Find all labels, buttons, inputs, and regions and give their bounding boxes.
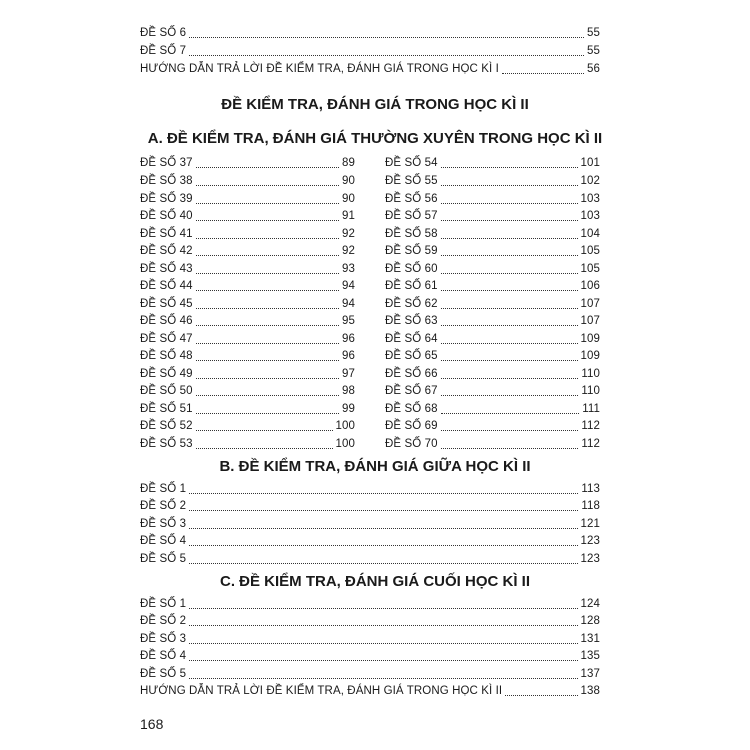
entry-page: 113: [581, 483, 600, 495]
entry-page: 94: [342, 280, 355, 292]
dot-leader: [441, 307, 578, 309]
entry-label: ĐỀ SỐ 2: [140, 615, 187, 627]
semester-2-heading: ĐỀ KIỂM TRA, ĐÁNH GIÁ TRONG HỌC KÌ II: [221, 96, 529, 113]
dot-leader: [196, 342, 339, 344]
dot-leader: [189, 509, 578, 511]
toc-entry: [140, 296, 355, 312]
toc-entry: [140, 348, 355, 364]
dot-leader: [441, 237, 578, 239]
entry-page: 112: [581, 438, 600, 450]
toc-entry: [385, 261, 600, 277]
dot-leader: [196, 237, 339, 239]
entry-label: ĐỀ SỐ 67: [385, 385, 438, 397]
entry-page: 103: [580, 210, 600, 222]
entry-page: 107: [580, 298, 600, 310]
toc-entry: [140, 516, 600, 532]
toc-entry: [385, 155, 600, 171]
dot-leader: [196, 377, 339, 379]
dot-leader: [441, 394, 579, 396]
entry-page: 99: [342, 403, 355, 415]
dot-leader: [196, 272, 339, 274]
entry-page: 105: [580, 263, 600, 275]
dot-leader: [196, 307, 339, 309]
entry-label: ĐỀ SỐ 65: [385, 350, 438, 362]
entry-page: 101: [580, 157, 600, 169]
dot-leader: [502, 72, 584, 74]
entry-page: 106: [580, 280, 600, 292]
toc-entry: [385, 173, 600, 189]
entry-page: 107: [580, 315, 600, 327]
entry-page: 55: [587, 45, 600, 57]
entry-label: ĐỀ SỐ 5: [140, 668, 187, 680]
entry-page: 105: [580, 245, 600, 257]
toc-entry: [140, 25, 600, 41]
entry-page: 102: [580, 175, 600, 187]
entry-label: ĐỀ SỐ 69: [385, 420, 438, 432]
entry-page: 93: [342, 263, 355, 275]
entry-label: ĐỀ SỐ 60: [385, 263, 438, 275]
dot-leader: [196, 447, 333, 449]
entry-label: ĐỀ SỐ 63: [385, 315, 438, 327]
dot-leader: [441, 166, 578, 168]
entry-label: ĐỀ SỐ 68: [385, 403, 438, 415]
toc-entry: [140, 226, 355, 242]
entry-label: ĐỀ SỐ 5: [140, 553, 187, 565]
entry-label: HƯỚNG DẪN TRẢ LỜI ĐỀ KIỂM TRA, ĐÁNH GIÁ TRONG HỌC KÌ I: [140, 63, 499, 75]
entry-page: 96: [342, 333, 355, 345]
toc-entry: [385, 418, 600, 434]
entry-label: ĐỀ SỐ 52: [140, 420, 193, 432]
dot-leader: [441, 324, 578, 326]
entry-label: ĐỀ SỐ 47: [140, 333, 193, 345]
dot-leader: [189, 659, 577, 661]
toc-entry: [140, 331, 355, 347]
toc-entry: [385, 191, 600, 207]
toc-entry: [385, 348, 600, 364]
dot-leader: [196, 394, 339, 396]
toc-entry: [140, 648, 600, 664]
entry-page: 90: [342, 193, 355, 205]
entry-label: ĐỀ SỐ 38: [140, 175, 193, 187]
toc-entry: [385, 243, 600, 259]
toc-entry: [140, 596, 600, 612]
dot-leader: [441, 342, 578, 344]
entry-label: ĐỀ SỐ 4: [140, 535, 187, 547]
entry-label: ĐỀ SỐ 51: [140, 403, 193, 415]
entry-page: 123: [580, 553, 600, 565]
toc-entry: [140, 43, 600, 59]
dot-leader: [441, 184, 578, 186]
entry-page: 109: [580, 350, 600, 362]
toc-entry: [140, 366, 355, 382]
toc-entry: [140, 481, 600, 497]
entry-label: ĐỀ SỐ 3: [140, 518, 187, 530]
entry-label: ĐỀ SỐ 7: [140, 45, 187, 57]
toc-entry: [140, 666, 600, 682]
dot-leader: [196, 202, 339, 204]
dot-leader: [189, 54, 584, 56]
toc-entry: [140, 631, 600, 647]
entry-label: ĐỀ SỐ 58: [385, 228, 438, 240]
entry-page: 104: [580, 228, 600, 240]
entry-page: 55: [587, 27, 600, 39]
dot-leader: [441, 447, 579, 449]
dot-leader: [196, 166, 339, 168]
entry-page: 100: [335, 420, 355, 432]
entry-page: 137: [580, 668, 600, 680]
section-c-heading: C. ĐỀ KIỂM TRA, ĐÁNH GIÁ CUỐI HỌC KÌ II: [219, 573, 530, 590]
entry-label: ĐỀ SỐ 45: [140, 298, 193, 310]
dot-leader: [441, 289, 578, 291]
entry-label: ĐỀ SỐ 57: [385, 210, 438, 222]
entry-page: 121: [580, 518, 600, 530]
dot-leader: [189, 527, 577, 529]
entry-label: ĐỀ SỐ 49: [140, 368, 193, 380]
entry-label: ĐỀ SỐ 2: [140, 500, 187, 512]
entry-label: ĐỀ SỐ 64: [385, 333, 438, 345]
toc-entry: [385, 278, 600, 294]
entry-label: ĐỀ SỐ 55: [385, 175, 438, 187]
entry-page: 118: [581, 500, 600, 512]
toc-entry: [385, 366, 600, 382]
entry-page: 95: [342, 315, 355, 327]
dot-leader: [189, 642, 577, 644]
entry-page: 56: [587, 63, 600, 75]
entry-page: 97: [342, 368, 355, 380]
entry-label: ĐỀ SỐ 56: [385, 193, 438, 205]
dot-leader: [189, 492, 578, 494]
entry-page: 96: [342, 350, 355, 362]
entry-label: ĐỀ SỐ 44: [140, 280, 193, 292]
entry-page: 110: [581, 385, 600, 397]
toc-entry: [140, 155, 355, 171]
toc-entry: [385, 331, 600, 347]
toc-entry: [385, 226, 600, 242]
entry-label: ĐỀ SỐ 48: [140, 350, 193, 362]
dot-leader: [505, 694, 577, 696]
dot-leader: [196, 324, 339, 326]
entry-label: ĐỀ SỐ 70: [385, 438, 438, 450]
dot-leader: [441, 429, 579, 431]
dot-leader: [441, 359, 578, 361]
entry-page: 124: [580, 598, 600, 610]
dot-leader: [196, 289, 339, 291]
entry-page: 94: [342, 298, 355, 310]
dot-leader: [441, 254, 578, 256]
page-number: 168: [140, 716, 164, 732]
entry-label: ĐỀ SỐ 43: [140, 263, 193, 275]
entry-label: ĐỀ SỐ 50: [140, 385, 193, 397]
toc-entry: [140, 173, 355, 189]
section-b-heading: B. ĐỀ KIỂM TRA, ĐÁNH GIÁ GIỮA HỌC KÌ II: [219, 458, 531, 475]
entry-page: 103: [580, 193, 600, 205]
toc-entry: [140, 208, 355, 224]
toc-entry: [140, 61, 600, 77]
toc-entry: [140, 551, 600, 567]
entry-label: ĐỀ SỐ 6: [140, 27, 187, 39]
entry-page: 131: [580, 633, 600, 645]
entry-label: HƯỚNG DẪN TRẢ LỜI ĐỀ KIỂM TRA, ĐÁNH GIÁ TRONG HỌC KÌ II: [140, 685, 503, 697]
toc-entry: [140, 278, 355, 294]
toc-entry: [140, 418, 355, 434]
entry-label: ĐỀ SỐ 40: [140, 210, 193, 222]
dot-leader: [441, 219, 578, 221]
dot-leader: [189, 607, 577, 609]
toc-entry: [385, 436, 600, 452]
dot-leader: [189, 677, 577, 679]
toc-entry: [140, 613, 600, 629]
dot-leader: [196, 412, 339, 414]
toc-entry: [140, 436, 355, 452]
toc-entry: [140, 498, 600, 514]
dot-leader: [441, 412, 580, 414]
entry-label: ĐỀ SỐ 1: [140, 598, 187, 610]
entry-label: ĐỀ SỐ 59: [385, 245, 438, 257]
entry-label: ĐỀ SỐ 37: [140, 157, 193, 169]
entry-page: 100: [335, 438, 355, 450]
entry-page: 123: [580, 535, 600, 547]
dot-leader: [441, 272, 578, 274]
toc-entry: [385, 313, 600, 329]
dot-leader: [196, 359, 339, 361]
dot-leader: [189, 36, 584, 38]
dot-leader: [196, 184, 339, 186]
entry-page: 90: [342, 175, 355, 187]
section-a-heading: A. ĐỀ KIỂM TRA, ĐÁNH GIÁ THƯỜNG XUYÊN TRONG HỌC KÌ II: [147, 130, 603, 147]
entry-page: 138: [580, 685, 600, 697]
dot-leader: [189, 544, 577, 546]
dot-leader: [441, 377, 579, 379]
entry-label: ĐỀ SỐ 42: [140, 245, 193, 257]
entry-page: 110: [581, 368, 600, 380]
toc-entry: [140, 243, 355, 259]
entry-label: ĐỀ SỐ 61: [385, 280, 438, 292]
entry-label: ĐỀ SỐ 39: [140, 193, 193, 205]
entry-page: 109: [580, 333, 600, 345]
entry-page: 111: [582, 403, 600, 415]
entry-page: 92: [342, 245, 355, 257]
dot-leader: [189, 562, 577, 564]
dot-leader: [441, 202, 578, 204]
toc-entry: [140, 401, 355, 417]
entry-page: 92: [342, 228, 355, 240]
toc-entry: [140, 261, 355, 277]
entry-label: ĐỀ SỐ 62: [385, 298, 438, 310]
dot-leader: [196, 429, 333, 431]
toc-entry: [385, 296, 600, 312]
entry-page: 135: [580, 650, 600, 662]
toc-entry: [385, 208, 600, 224]
dot-leader: [189, 624, 577, 626]
toc-entry: [385, 401, 600, 417]
entry-page: 89: [342, 157, 355, 169]
toc-entry: [140, 313, 355, 329]
entry-page: 128: [580, 615, 600, 627]
toc-entry: [140, 683, 600, 699]
dot-leader: [196, 219, 339, 221]
entry-label: ĐỀ SỐ 41: [140, 228, 193, 240]
entry-label: ĐỀ SỐ 66: [385, 368, 438, 380]
entry-page: 91: [342, 210, 355, 222]
entry-label: ĐỀ SỐ 1: [140, 483, 187, 495]
entry-label: ĐỀ SỐ 54: [385, 157, 438, 169]
entry-label: ĐỀ SỐ 53: [140, 438, 193, 450]
toc-entry: [385, 383, 600, 399]
entry-label: ĐỀ SỐ 3: [140, 633, 187, 645]
toc-entry: [140, 191, 355, 207]
entry-label: ĐỀ SỐ 46: [140, 315, 193, 327]
entry-page: 112: [581, 420, 600, 432]
toc-entry: [140, 533, 600, 549]
entry-page: 98: [342, 385, 355, 397]
toc-entry: [140, 383, 355, 399]
dot-leader: [196, 254, 339, 256]
entry-label: ĐỀ SỐ 4: [140, 650, 187, 662]
